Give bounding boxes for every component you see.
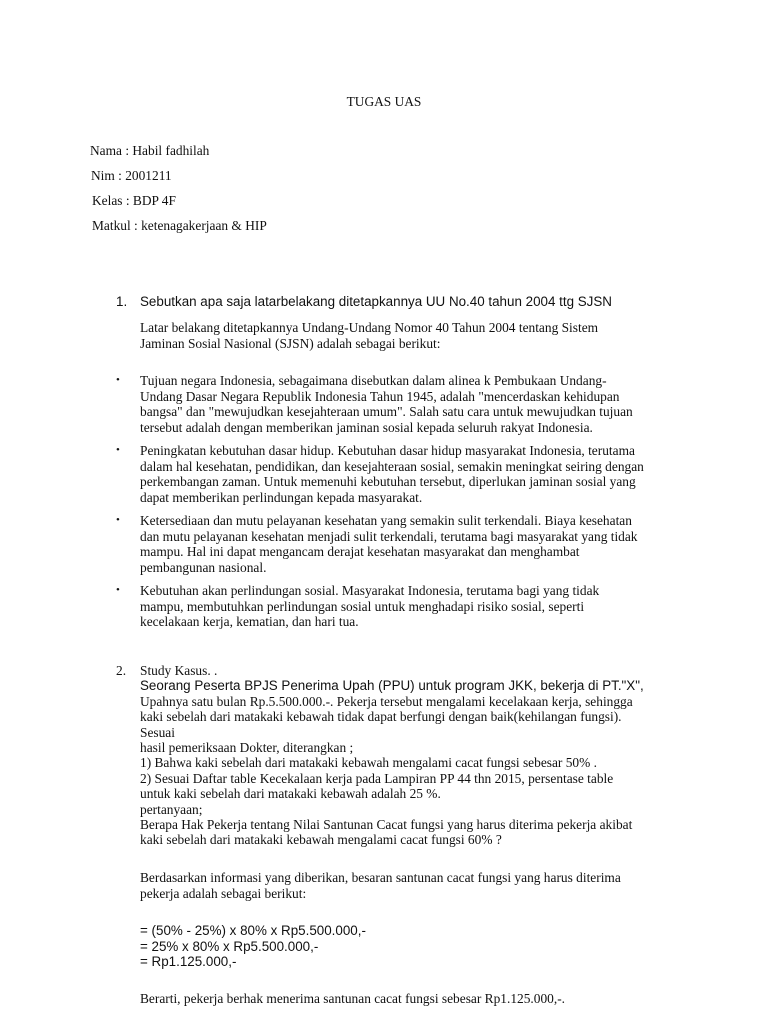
student-name: Nama : Habil fadhilah bbox=[90, 143, 210, 158]
case-line: kaki sebelah dari matakaki kebawah tidak dapat berfungi dengan baik(kehilangan fungsi). bbox=[140, 709, 622, 725]
bullet-line: tersebut adalah dengan memberikan jaminan sosial kepada seluruh rakyat Indonesia. bbox=[140, 419, 593, 435]
bullet-icon: • bbox=[116, 444, 120, 456]
bullet-line: dalam hal kesehatan, pendidikan, dan kesejahteraan sosial, semakin meningkat seiring dengan bbox=[140, 458, 644, 474]
answer-intro-line: pekerja adalah sebagai berikut: bbox=[140, 885, 307, 901]
case-line: untuk kaki sebelah dari matakaki kebawah adalah 25 %. bbox=[140, 786, 441, 802]
case-line: 2) Sesuai Daftar table Kecekalaan kerja pada Lampiran PP 44 thn 2015, persentase table bbox=[140, 770, 614, 786]
course-name: Matkul : ketenagakerjaan & HIP bbox=[92, 218, 267, 233]
bullet-item bbox=[140, 583, 680, 630]
bullet-icon: • bbox=[116, 374, 120, 386]
bullet-line: dan mutu pelayanan kesehatan menjadi sulit terkendali, terutama bagi masyarakat yang tidak bbox=[140, 528, 638, 544]
bullet-item bbox=[140, 443, 680, 505]
student-class: Kelas : BDP 4F bbox=[92, 193, 176, 208]
bullet-line: Ketersediaan dan mutu pelayanan kesehatan yang semakin sulit terkendali. Biaya kesehatan bbox=[140, 513, 632, 528]
bullet-line: dapat memberikan perlindungan kepada masyarakat. bbox=[140, 489, 423, 505]
case-line: kaki sebelah dari matakaki kebawah mengalami cacat fungsi 60% ? bbox=[140, 832, 502, 848]
case-line: 1) Bahwa kaki sebelah dari matakaki kebawah mengalami cacat fungsi sebesar 50% . bbox=[140, 755, 597, 771]
bullet-icon: • bbox=[116, 514, 120, 526]
page-title: TUGAS UAS bbox=[346, 94, 422, 109]
bullet-item bbox=[140, 373, 680, 435]
question-1-number: 1. bbox=[116, 294, 128, 309]
case-line: Seorang Peserta BPJS Penerima Upah (PPU) untuk program JKK, bekerja di PT."X", bbox=[140, 678, 644, 694]
answer-intro-line: Berdasarkan informasi yang diberikan, besaran santunan cacat fungsi yang harus diterima bbox=[140, 870, 621, 885]
bullet-item bbox=[140, 513, 680, 575]
case-heading: Study Kasus. . bbox=[140, 663, 218, 678]
intro-line: Jaminan Sosial Nasional (SJSN) adalah sebagai berikut: bbox=[140, 335, 441, 351]
bullet-line: Undang Dasar Negara Republik Indonesia Tahun 1945, adalah "mencerdaskan kehidupan bbox=[140, 388, 620, 404]
bullet-line: Kebutuhan akan perlindungan sosial. Masyarakat Indonesia, terutama bagi yang tidak bbox=[140, 583, 600, 598]
bullet-line: bangsa" dan "mewujudkan kesejahteraan umum". Salah satu cara untuk mewujudkan tujuan bbox=[140, 404, 633, 420]
question-2-case bbox=[140, 663, 680, 848]
case-line: hasil pemeriksaan Dokter, diterangkan ; bbox=[140, 740, 354, 756]
question-2-number: 2. bbox=[116, 663, 127, 678]
question-1-text: Sebutkan apa saja latarbelakang ditetapkannya UU No.40 tahun 2004 ttg SJSN bbox=[140, 294, 612, 309]
calc-line: = (50% - 25%) x 80% x Rp5.500.000,- bbox=[140, 923, 366, 938]
calc-line: = 25% x 80% x Rp5.500.000,- bbox=[140, 938, 319, 954]
bullet-line: mampu, membutuhkan perlindungan sosial untuk menghadapi risiko sosial, seperti bbox=[140, 598, 585, 614]
intro-line: Latar belakang ditetapkannya Undang-Undang Nomor 40 Tahun 2004 tentang Sistem bbox=[140, 320, 599, 335]
bullet-line: Tujuan negara Indonesia, sebagaimana disebutkan dalam alinea k Pembukaan Undang- bbox=[140, 373, 607, 388]
case-line: Upahnya satu bulan Rp.5.500.000.-. Pekerja tersebut mengalami kecelakaan kerja, sehingga bbox=[140, 693, 633, 709]
bullet-line: pembangunan nasional. bbox=[140, 559, 267, 575]
calc-line: = Rp1.125.000,- bbox=[140, 954, 237, 970]
bullet-icon: • bbox=[116, 584, 120, 596]
question-1-intro bbox=[140, 320, 680, 351]
answer-intro bbox=[140, 870, 680, 901]
case-line: pertanyaan; bbox=[140, 801, 203, 817]
bullet-line: kecelakaan kerja, kematian, dan hari tua. bbox=[140, 614, 359, 630]
bullet-line: Peningkatan kebutuhan dasar hidup. Kebutuhan dasar hidup masyarakat Indonesia, terutama bbox=[140, 443, 635, 458]
case-line: Berapa Hak Pekerja tentang Nilai Santunan Cacat fungsi yang harus diterima pekerja akibat bbox=[140, 817, 633, 833]
student-nim: Nim : 2001211 bbox=[91, 168, 172, 183]
bullet-line: mampu. Hal ini dapat mengancam derajat kesehatan masyarakat dan menghambat bbox=[140, 544, 580, 560]
conclusion: Berarti, pekerja berhak menerima santunan cacat fungsi sebesar Rp1.125.000,-. bbox=[140, 991, 565, 1006]
case-line: Sesuai bbox=[140, 724, 175, 740]
bullet-line: perkembangan zaman. Untuk memenuhi kebutuhan tersebut, diperlukan jaminan sosial yang bbox=[140, 474, 636, 490]
calculation bbox=[140, 923, 680, 970]
